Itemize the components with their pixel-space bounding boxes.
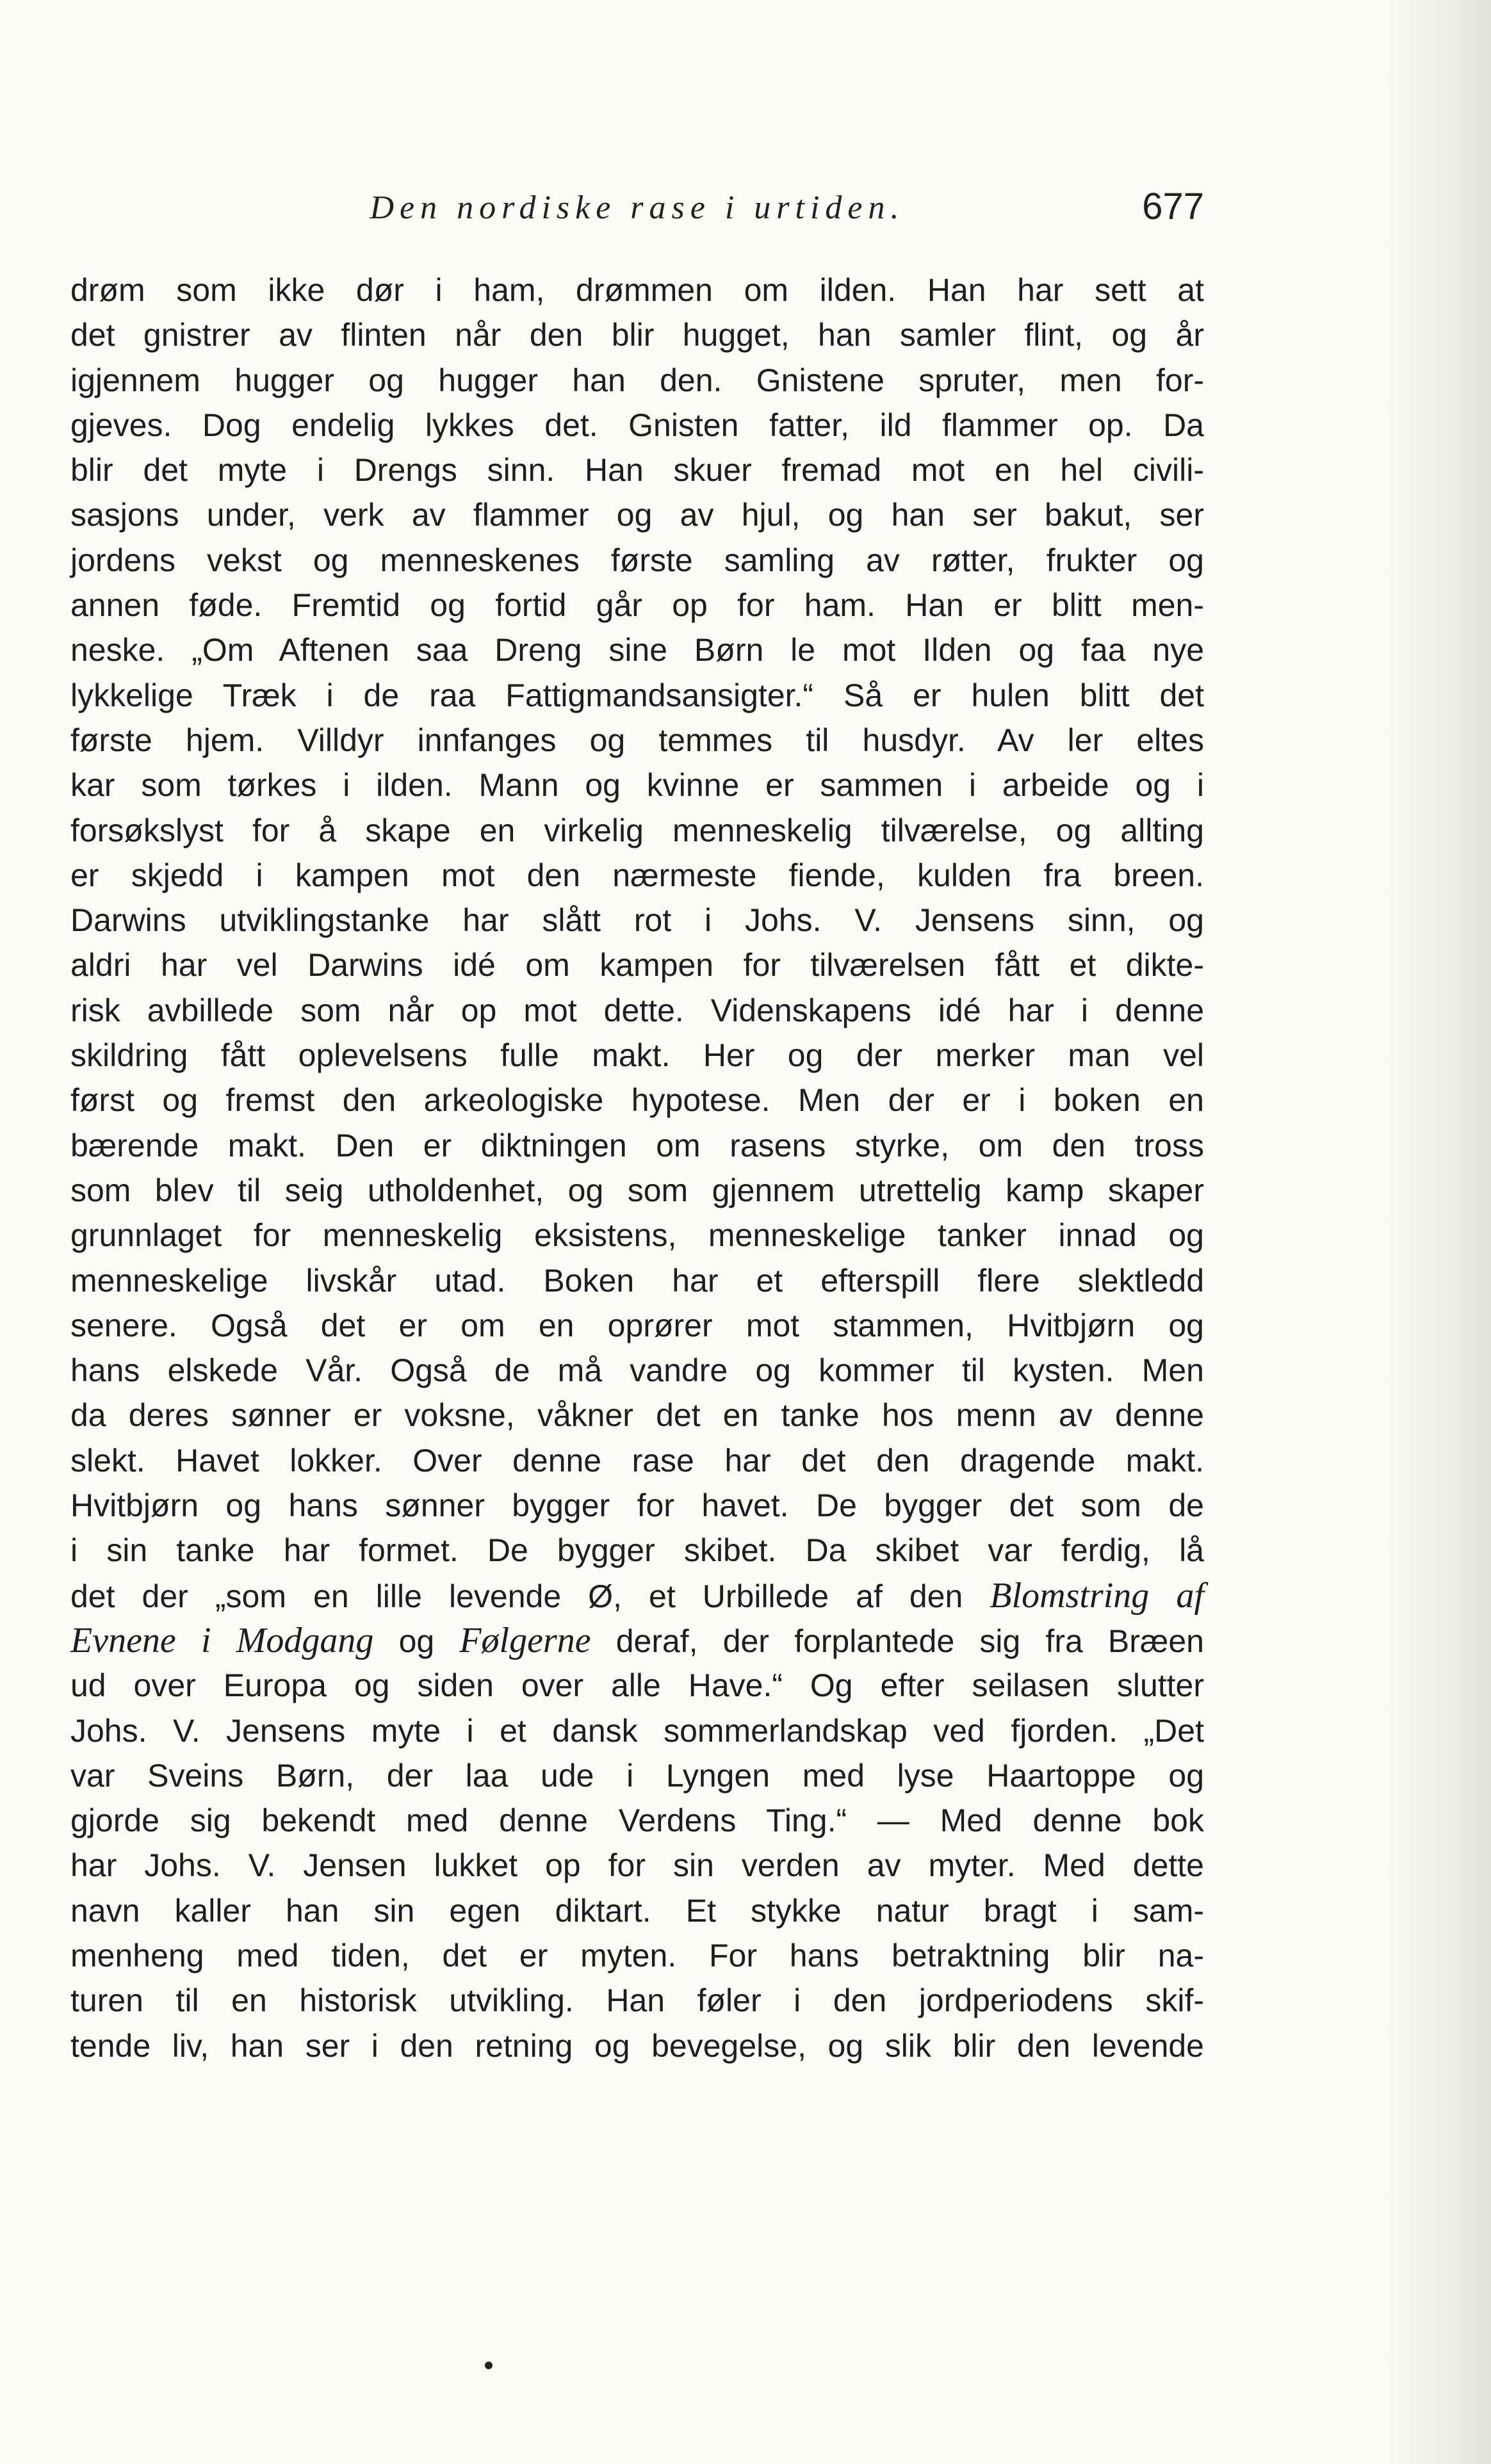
text-line: senere. Også det er om en oprører mot stammen, Hvitbjørn og bbox=[70, 1307, 1204, 1343]
text-line: menheng med tiden, det er myten. For hans betraktning blir na- bbox=[70, 1937, 1204, 1974]
text-line: neske. „Om Aftenen saa Dreng sine Børn le mot Ilden og faa nye bbox=[70, 632, 1204, 669]
text-line: risk avbillede som når op mot dette. Videnskapens idé har i denne bbox=[70, 992, 1204, 1028]
running-head bbox=[70, 182, 1204, 240]
text-line: lykkelige Træk i de raa Fattigmandsansigter.“ Så er hulen blitt det bbox=[70, 677, 1204, 713]
text-line: menneskelige livskår utad. Boken har et efterspill flere slektledd bbox=[70, 1262, 1204, 1299]
text-line: har Johs. V. Jensen lukket op for sin verden av myter. Med dette bbox=[70, 1847, 1204, 1884]
text-line: i sin tanke har formet. De bygger skibet. Da skibet var ferdig, lå bbox=[70, 1532, 1204, 1569]
text-line: kar som tørkes i ilden. Mann og kvinne er sammen i arbeide og i bbox=[70, 767, 1204, 804]
text-line: gjeves. Dog endelig lykkes det. Gnisten fatter, ild flammer op. Da bbox=[70, 407, 1204, 443]
text-line: Johs. V. Jensens myte i et dansk sommerlandskap ved fjorden. „Det bbox=[70, 1712, 1204, 1749]
text-line: Evnene i Modgang og Følgerne deraf, der forplantede sig fra Bræen bbox=[70, 1620, 1204, 1660]
running-title: Den nordiske rase i urtiden. bbox=[370, 190, 905, 226]
text-line: turen til en historisk utvikling. Han føler i den jordperiodens skif- bbox=[70, 1982, 1204, 2019]
text-line: sasjons under, verk av flammer og av hjul, og han ser bakut, ser bbox=[70, 497, 1204, 533]
text-line: navn kaller han sin egen diktart. Et stykke natur bragt i sam- bbox=[70, 1892, 1204, 1929]
ink-dot bbox=[485, 2362, 493, 2369]
text-line: er skjedd i kampen mot den nærmeste fiende, kulden fra breen. bbox=[70, 857, 1204, 893]
text-line: hans elskede Vår. Også de må vandre og kommer til kysten. Men bbox=[70, 1352, 1204, 1389]
text-line: skildring fått oplevelsens fulle makt. Her og der merker man vel bbox=[70, 1037, 1204, 1074]
text-line: tende liv, han ser i den retning og bevegelse, og slik blir den levende bbox=[70, 2027, 1204, 2064]
text-line: Darwins utviklingstanke har slått rot i Johs. V. Jensens sinn, og bbox=[70, 902, 1204, 939]
text-line: bærende makt. Den er diktningen om rasens styrke, om den tross bbox=[70, 1127, 1204, 1163]
italic-title: Evnene i Modgang bbox=[70, 1620, 374, 1660]
text-line: drøm som ikke dør i ham, drømmen om ilden. Han har sett at bbox=[70, 272, 1204, 308]
text-line: gjorde sig bekendt med denne Verdens Ting.“ — Med denne bok bbox=[70, 1803, 1204, 1839]
page-number: 677 bbox=[1142, 186, 1204, 227]
text-line: Hvitbjørn og hans sønner bygger for havet. De bygger det som de bbox=[70, 1487, 1204, 1524]
text-line: var Sveins Børn, der laa ude i Lyngen med lyse Haartoppe og bbox=[70, 1757, 1204, 1794]
text-line: ud over Europa og siden over alle Have.“ Og efter seilasen slutter bbox=[70, 1667, 1204, 1704]
text-line: som blev til seig utholdenhet, og som gjennem utrettelig kamp skaper bbox=[70, 1172, 1204, 1208]
text-line: da deres sønner er voksne, våkner det en tanke hos menn av denne bbox=[70, 1397, 1204, 1434]
text-line: første hjem. Villdyr innfanges og temmes til husdyr. Av ler eltes bbox=[70, 722, 1204, 758]
text-line: igjennem hugger og hugger han den. Gnistene spruter, men for- bbox=[70, 362, 1204, 398]
italic-title: Følgerne bbox=[459, 1620, 591, 1660]
text-line: det der „som en lille levende Ø, et Urbillede af den Blomstring af bbox=[70, 1575, 1205, 1616]
body-text bbox=[70, 268, 1204, 2068]
page-edge-shadow bbox=[1376, 0, 1491, 2464]
text-line: blir det myte i Drengs sinn. Han skuer fremad mot en hel civili- bbox=[70, 452, 1204, 489]
italic-title: Blomstring af bbox=[990, 1575, 1205, 1616]
text-line: annen føde. Fremtid og fortid går op for ham. Han er blitt men- bbox=[70, 587, 1204, 624]
text-line: aldri har vel Darwins idé om kampen for tilværelsen fått et dikte- bbox=[70, 947, 1204, 984]
text-line: slekt. Havet lokker. Over denne rase har det den dragende makt. bbox=[70, 1442, 1204, 1479]
text-line: grunnlaget for menneskelig eksistens, menneskelige tanker innad og bbox=[70, 1217, 1204, 1254]
text-line: det gnistrer av flinten når den blir hugget, han samler flint, og år bbox=[70, 317, 1204, 353]
text-line: forsøkslyst for å skape en virkelig menneskelig tilværelse, og allting bbox=[70, 812, 1204, 848]
text-line: først og fremst den arkeologiske hypotese. Men der er i boken en bbox=[70, 1082, 1204, 1119]
text-line: jordens vekst og menneskenes første samling av røtter, frukter og bbox=[70, 542, 1204, 578]
